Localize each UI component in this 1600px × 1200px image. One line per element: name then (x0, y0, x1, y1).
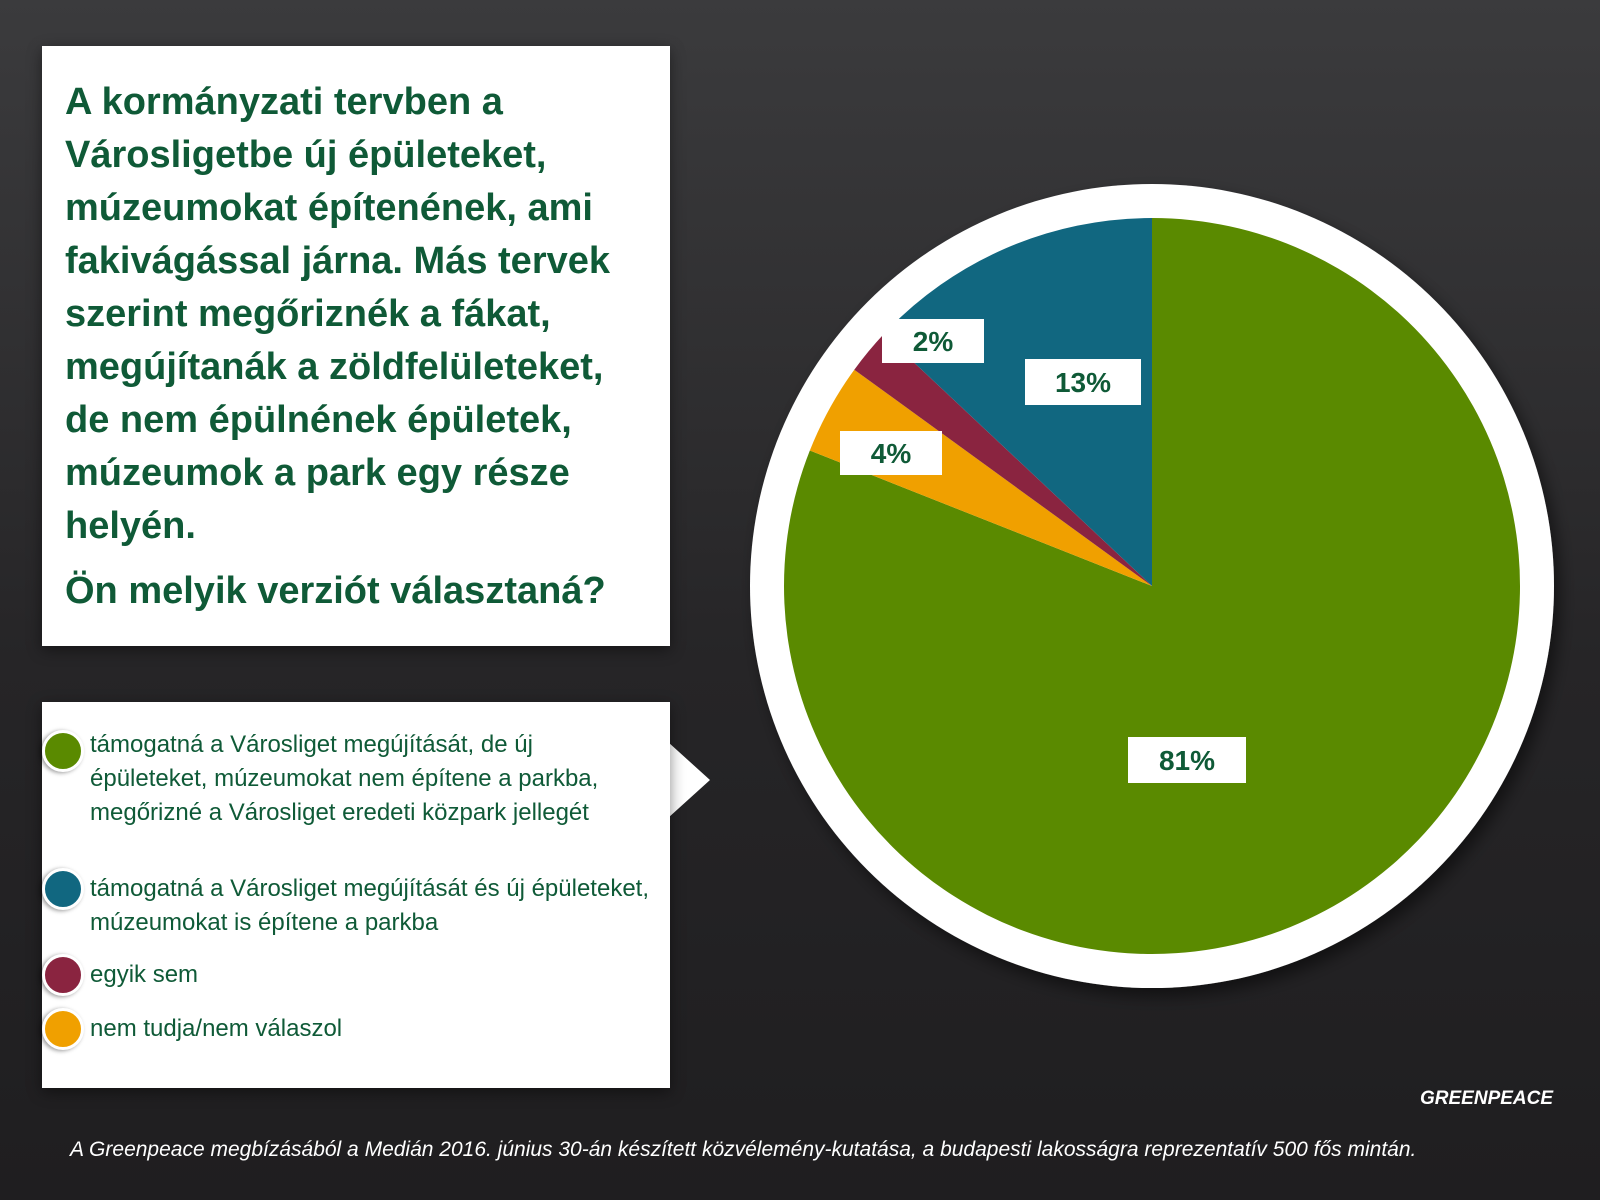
legend-label: nem tudja/nem válaszol (90, 1015, 343, 1042)
source-note: A Greenpeace megbízásából a Medián 2016. június 30-án készített közvélemény-kutatása, a budapesti lakosságra reprezentatív 500 fős mintán. (70, 1138, 1417, 1161)
pie-label-text: 4% (870, 438, 912, 469)
pie-label-text: 81% (1158, 745, 1216, 776)
pie-label-text: 2% (912, 326, 954, 357)
question-text: A kormányzati tervben a Városligetbe új épületeket, múzeumokat építenének, ami fakivágással járna. Más tervek szerint megőriznék a fákat, megújítanák a zöldfelületeket, de nem épülnének épületek, múzeumok a park egy része helyén. (65, 81, 611, 547)
legend-label: támogatná a Városliget megújítását, de új épületeket, múzeumokat nem építene a parkba, megőrizné a Városliget eredeti közpark jellegét (90, 731, 599, 826)
legend-label: támogatná a Városliget megújítását és új épületeket, múzeumokat is építene a parkba (90, 875, 650, 936)
pie-label-text: 13% (1054, 367, 1112, 398)
greenpeace-logo: GREENPEACE (1420, 1088, 1554, 1109)
question-ask: Ön melyik verziót választaná? (65, 570, 606, 612)
legend-label: egyik sem (90, 961, 199, 988)
